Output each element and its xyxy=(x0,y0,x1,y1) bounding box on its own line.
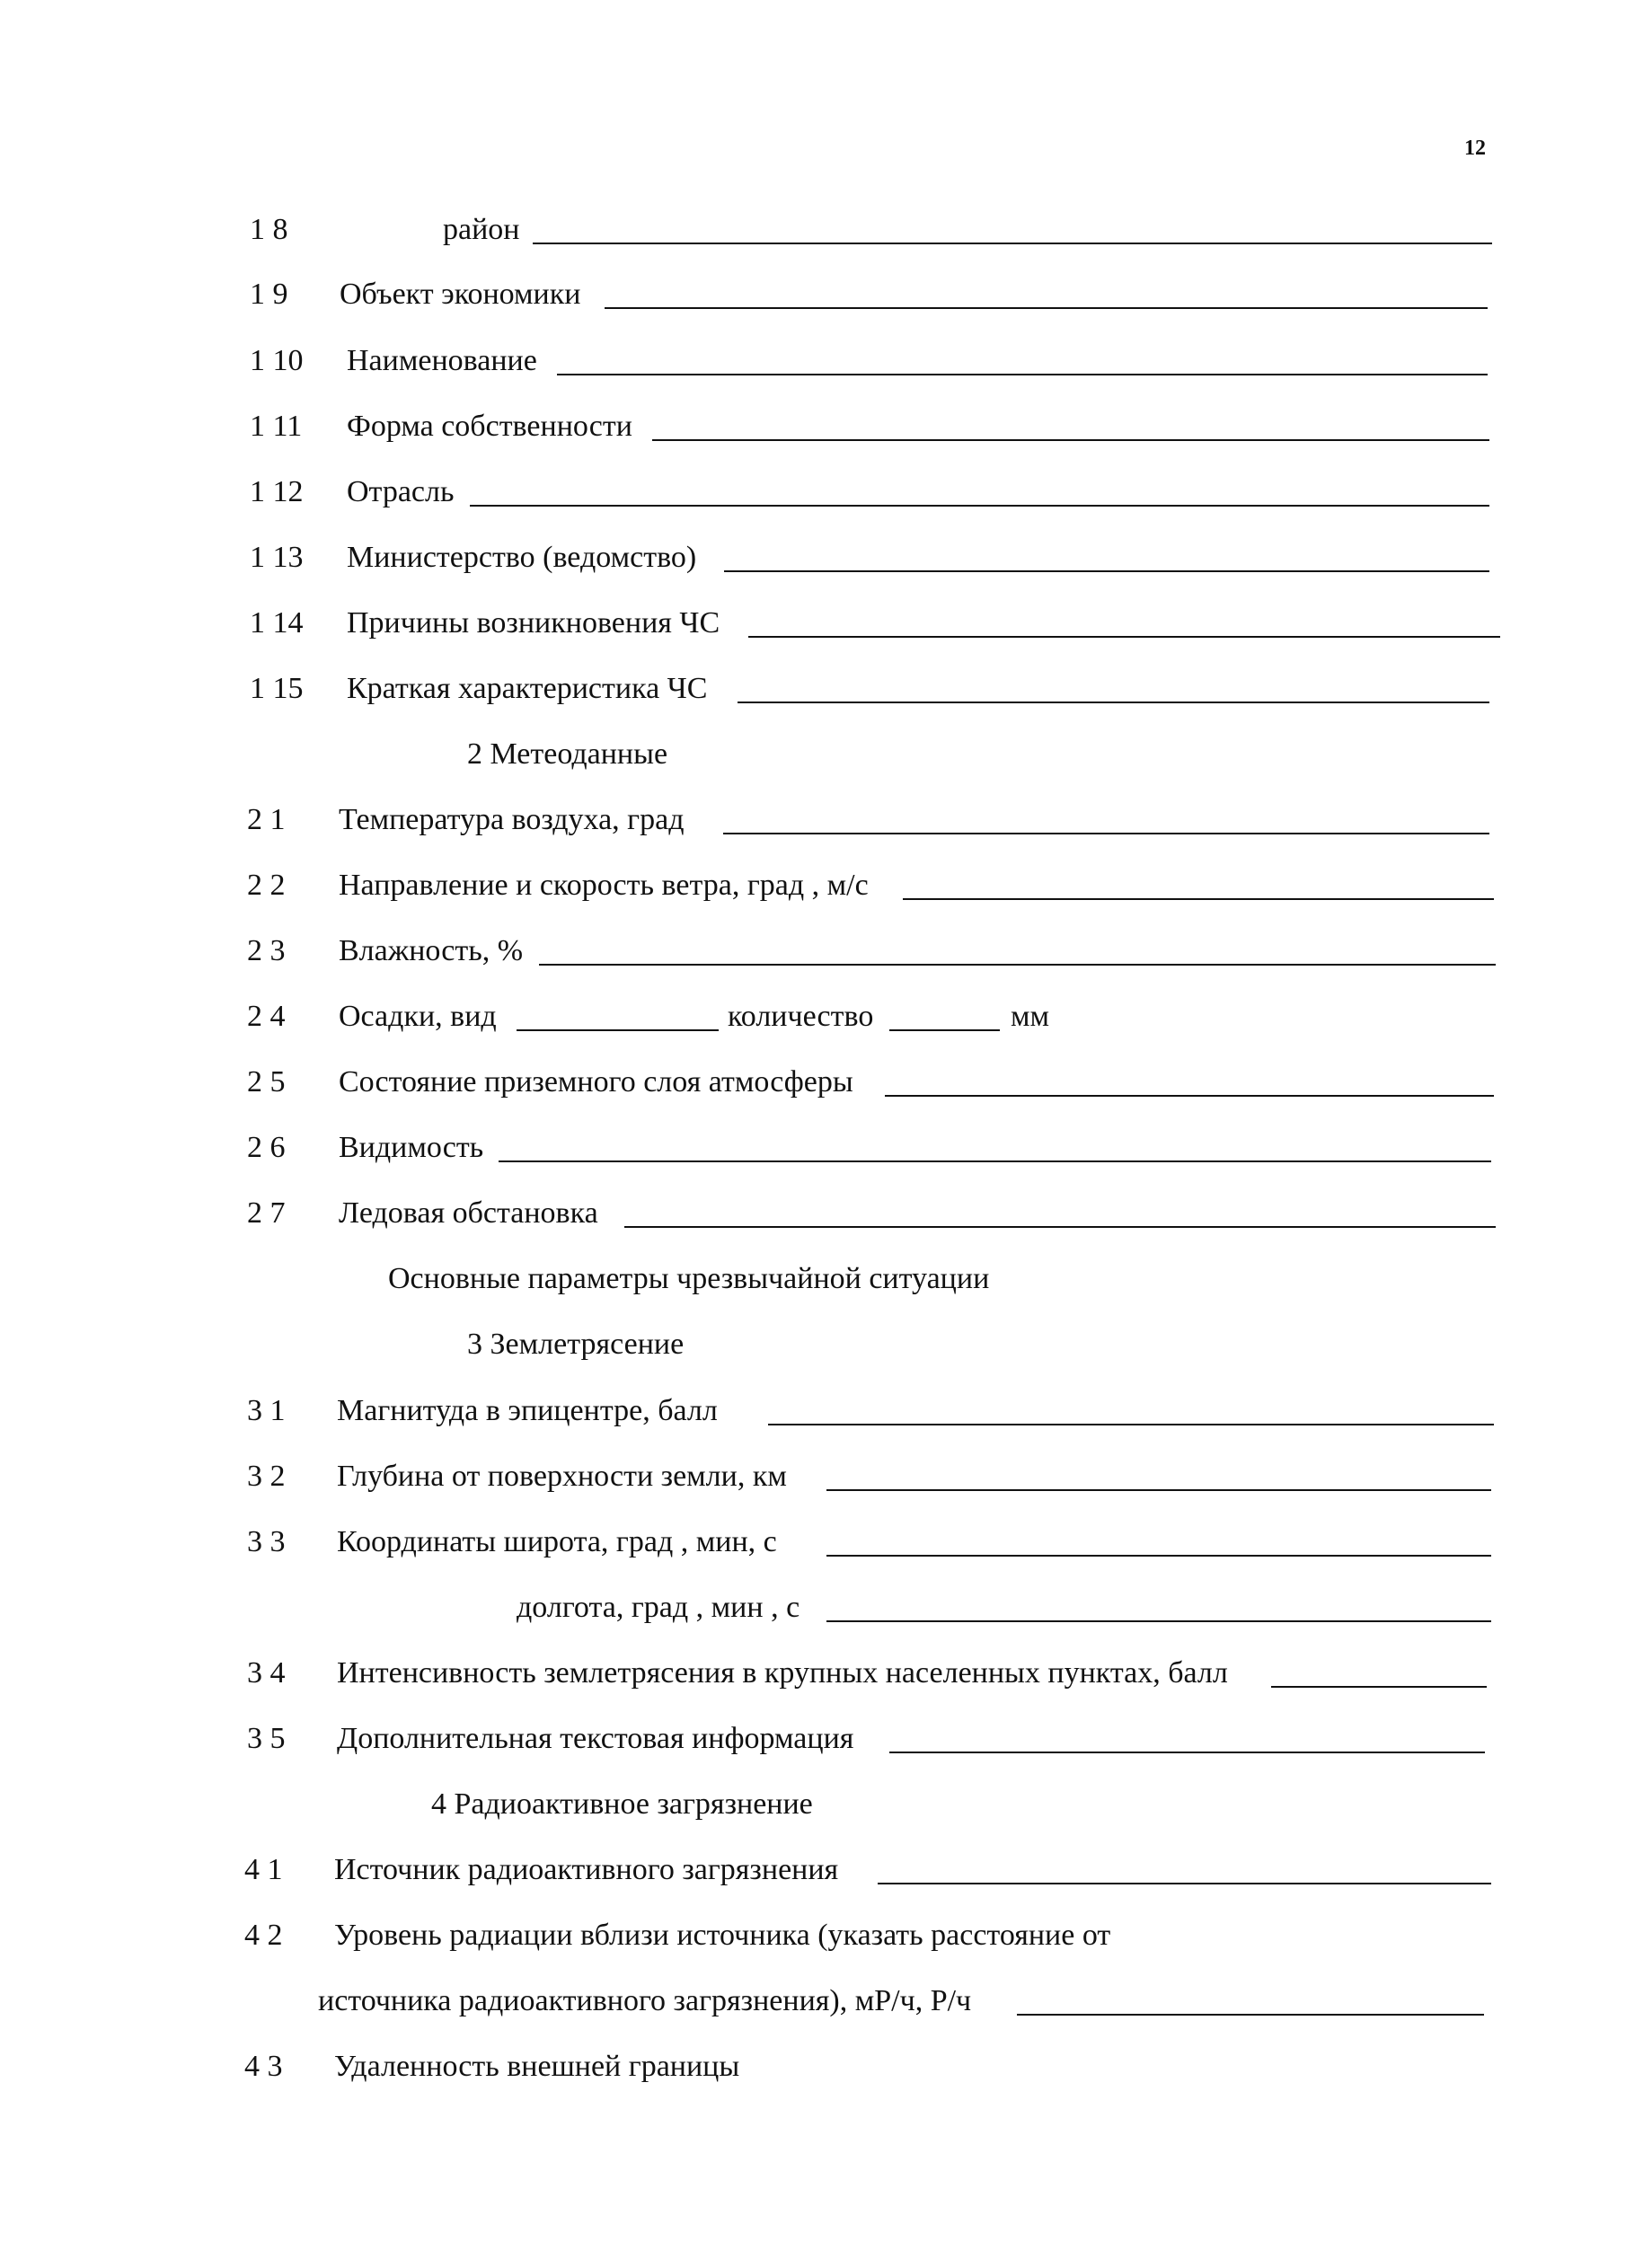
field-row xyxy=(247,864,1505,907)
field-label: Направление и скорость ветра, град , м/с xyxy=(339,869,869,902)
blank-line[interactable] xyxy=(539,964,1496,966)
unit-label: мм xyxy=(1011,1000,1050,1033)
section-title: 2 Метеоданные xyxy=(467,737,668,771)
field-row xyxy=(250,340,1498,383)
field-row xyxy=(250,536,1498,579)
section-title: 4 Радиоактивное загрязнение xyxy=(431,1787,813,1821)
field-label: Глубина от поверхности земли, км xyxy=(337,1460,787,1493)
field-row xyxy=(247,1586,1505,1629)
blank-line[interactable] xyxy=(605,307,1488,309)
field-label: Видимость xyxy=(339,1131,484,1164)
item-number: 3 3 xyxy=(247,1525,286,1558)
blank-line[interactable] xyxy=(748,636,1500,638)
item-number: 2 3 xyxy=(247,934,286,967)
field-label: Причины возникновения ЧС xyxy=(347,606,720,640)
field-label: Источник радиоактивного загрязнения xyxy=(334,1853,839,1886)
field-label: Наименование xyxy=(347,344,537,377)
item-number: 2 5 xyxy=(247,1065,286,1099)
field-label-quantity: количество xyxy=(728,1000,874,1033)
field-row xyxy=(250,667,1498,710)
page-number: 12 xyxy=(1464,137,1486,160)
blank-line[interactable] xyxy=(499,1160,1491,1162)
field-row xyxy=(247,1652,1505,1695)
blank-line-quantity[interactable] xyxy=(889,1029,1000,1031)
field-label: Форма собственности xyxy=(347,410,632,443)
item-number: 1 14 xyxy=(250,606,304,640)
field-row xyxy=(244,2045,1502,2088)
field-label: долгота, град , мин , с xyxy=(517,1591,800,1624)
field-label: Интенсивность землетрясения в крупных населенных пунктах, балл xyxy=(337,1656,1228,1690)
field-row xyxy=(247,1390,1505,1433)
section-title: 3 Землетрясение xyxy=(467,1328,685,1361)
field-label: Отрасль xyxy=(347,475,455,508)
blank-line[interactable] xyxy=(738,702,1489,703)
item-number: 1 10 xyxy=(250,344,304,377)
item-number: 3 5 xyxy=(247,1722,286,1755)
field-row xyxy=(247,1521,1505,1564)
field-row-continuation xyxy=(244,1980,1502,2023)
item-number: 1 13 xyxy=(250,541,304,574)
field-row xyxy=(250,208,1498,251)
blank-line[interactable] xyxy=(557,374,1488,375)
blank-line-type[interactable] xyxy=(517,1029,719,1031)
field-label: источника радиоактивного загрязнения), мР/ч, Р/ч xyxy=(318,1984,972,2017)
field-row xyxy=(250,471,1498,514)
blank-line[interactable] xyxy=(1271,1686,1487,1688)
field-label: Уровень радиации вблизи источника (указать расстояние от xyxy=(334,1919,1111,1952)
blank-line[interactable] xyxy=(652,439,1489,441)
field-row xyxy=(250,602,1507,645)
blank-line-latitude[interactable] xyxy=(826,1555,1491,1557)
field-label: Удаленность внешней границы xyxy=(334,2050,740,2083)
field-label: Ледовая обстановка xyxy=(339,1196,598,1230)
item-number: 2 6 xyxy=(247,1131,286,1164)
item-number: 2 2 xyxy=(247,869,286,902)
item-number: 1 11 xyxy=(250,410,303,443)
field-label: Состояние приземного слоя атмосферы xyxy=(339,1065,853,1099)
item-number: 2 1 xyxy=(247,803,286,836)
item-number: 1 15 xyxy=(250,672,304,705)
blank-line[interactable] xyxy=(878,1883,1491,1884)
field-row xyxy=(247,1061,1505,1104)
item-number: 1 9 xyxy=(250,278,288,311)
field-label: Краткая характеристика ЧС xyxy=(347,672,708,705)
field-label: Влажность, % xyxy=(339,934,524,967)
item-number: 1 8 xyxy=(250,213,288,246)
field-label: Осадки, вид xyxy=(339,1000,497,1033)
blank-line[interactable] xyxy=(724,570,1489,572)
field-row xyxy=(247,995,1505,1038)
blank-line[interactable] xyxy=(723,833,1489,834)
field-label: Министерство (ведомство) xyxy=(347,541,697,574)
field-row xyxy=(247,1192,1505,1235)
blank-line[interactable] xyxy=(903,898,1494,900)
item-number: 1 12 xyxy=(250,475,304,508)
field-row xyxy=(244,1849,1502,1892)
item-number: 2 4 xyxy=(247,1000,286,1033)
blank-line[interactable] xyxy=(1017,2014,1484,2016)
item-number: 4 1 xyxy=(244,1853,283,1886)
blank-line[interactable] xyxy=(624,1226,1496,1228)
item-number: 2 7 xyxy=(247,1196,286,1230)
main-heading: Основные параметры чрезвычайной ситуации xyxy=(388,1262,990,1295)
field-label: Объект экономики xyxy=(340,278,581,311)
field-label: Координаты широта, град , мин, с xyxy=(337,1525,777,1558)
field-row xyxy=(244,1914,1502,1957)
blank-line-longitude[interactable] xyxy=(826,1620,1491,1622)
field-label: Дополнительная текстовая информация xyxy=(337,1722,854,1755)
field-label: Температура воздуха, град xyxy=(339,803,685,836)
item-number: 4 2 xyxy=(244,1919,283,1952)
field-row xyxy=(250,405,1498,448)
blank-line[interactable] xyxy=(768,1424,1494,1425)
blank-line[interactable] xyxy=(889,1752,1485,1753)
field-row xyxy=(250,273,1498,316)
field-label: район xyxy=(443,213,520,246)
field-row xyxy=(247,1126,1505,1169)
blank-line[interactable] xyxy=(826,1489,1491,1491)
item-number: 3 2 xyxy=(247,1460,286,1493)
blank-line[interactable] xyxy=(533,243,1492,244)
item-number: 3 1 xyxy=(247,1394,286,1427)
blank-line[interactable] xyxy=(470,505,1489,507)
field-row xyxy=(247,1717,1505,1760)
field-label: Магнитуда в эпицентре, балл xyxy=(337,1394,718,1427)
item-number: 4 3 xyxy=(244,2050,283,2083)
item-number: 3 4 xyxy=(247,1656,286,1690)
field-row xyxy=(247,930,1505,973)
blank-line[interactable] xyxy=(885,1095,1494,1097)
field-row xyxy=(247,1455,1505,1498)
field-row xyxy=(247,799,1505,842)
